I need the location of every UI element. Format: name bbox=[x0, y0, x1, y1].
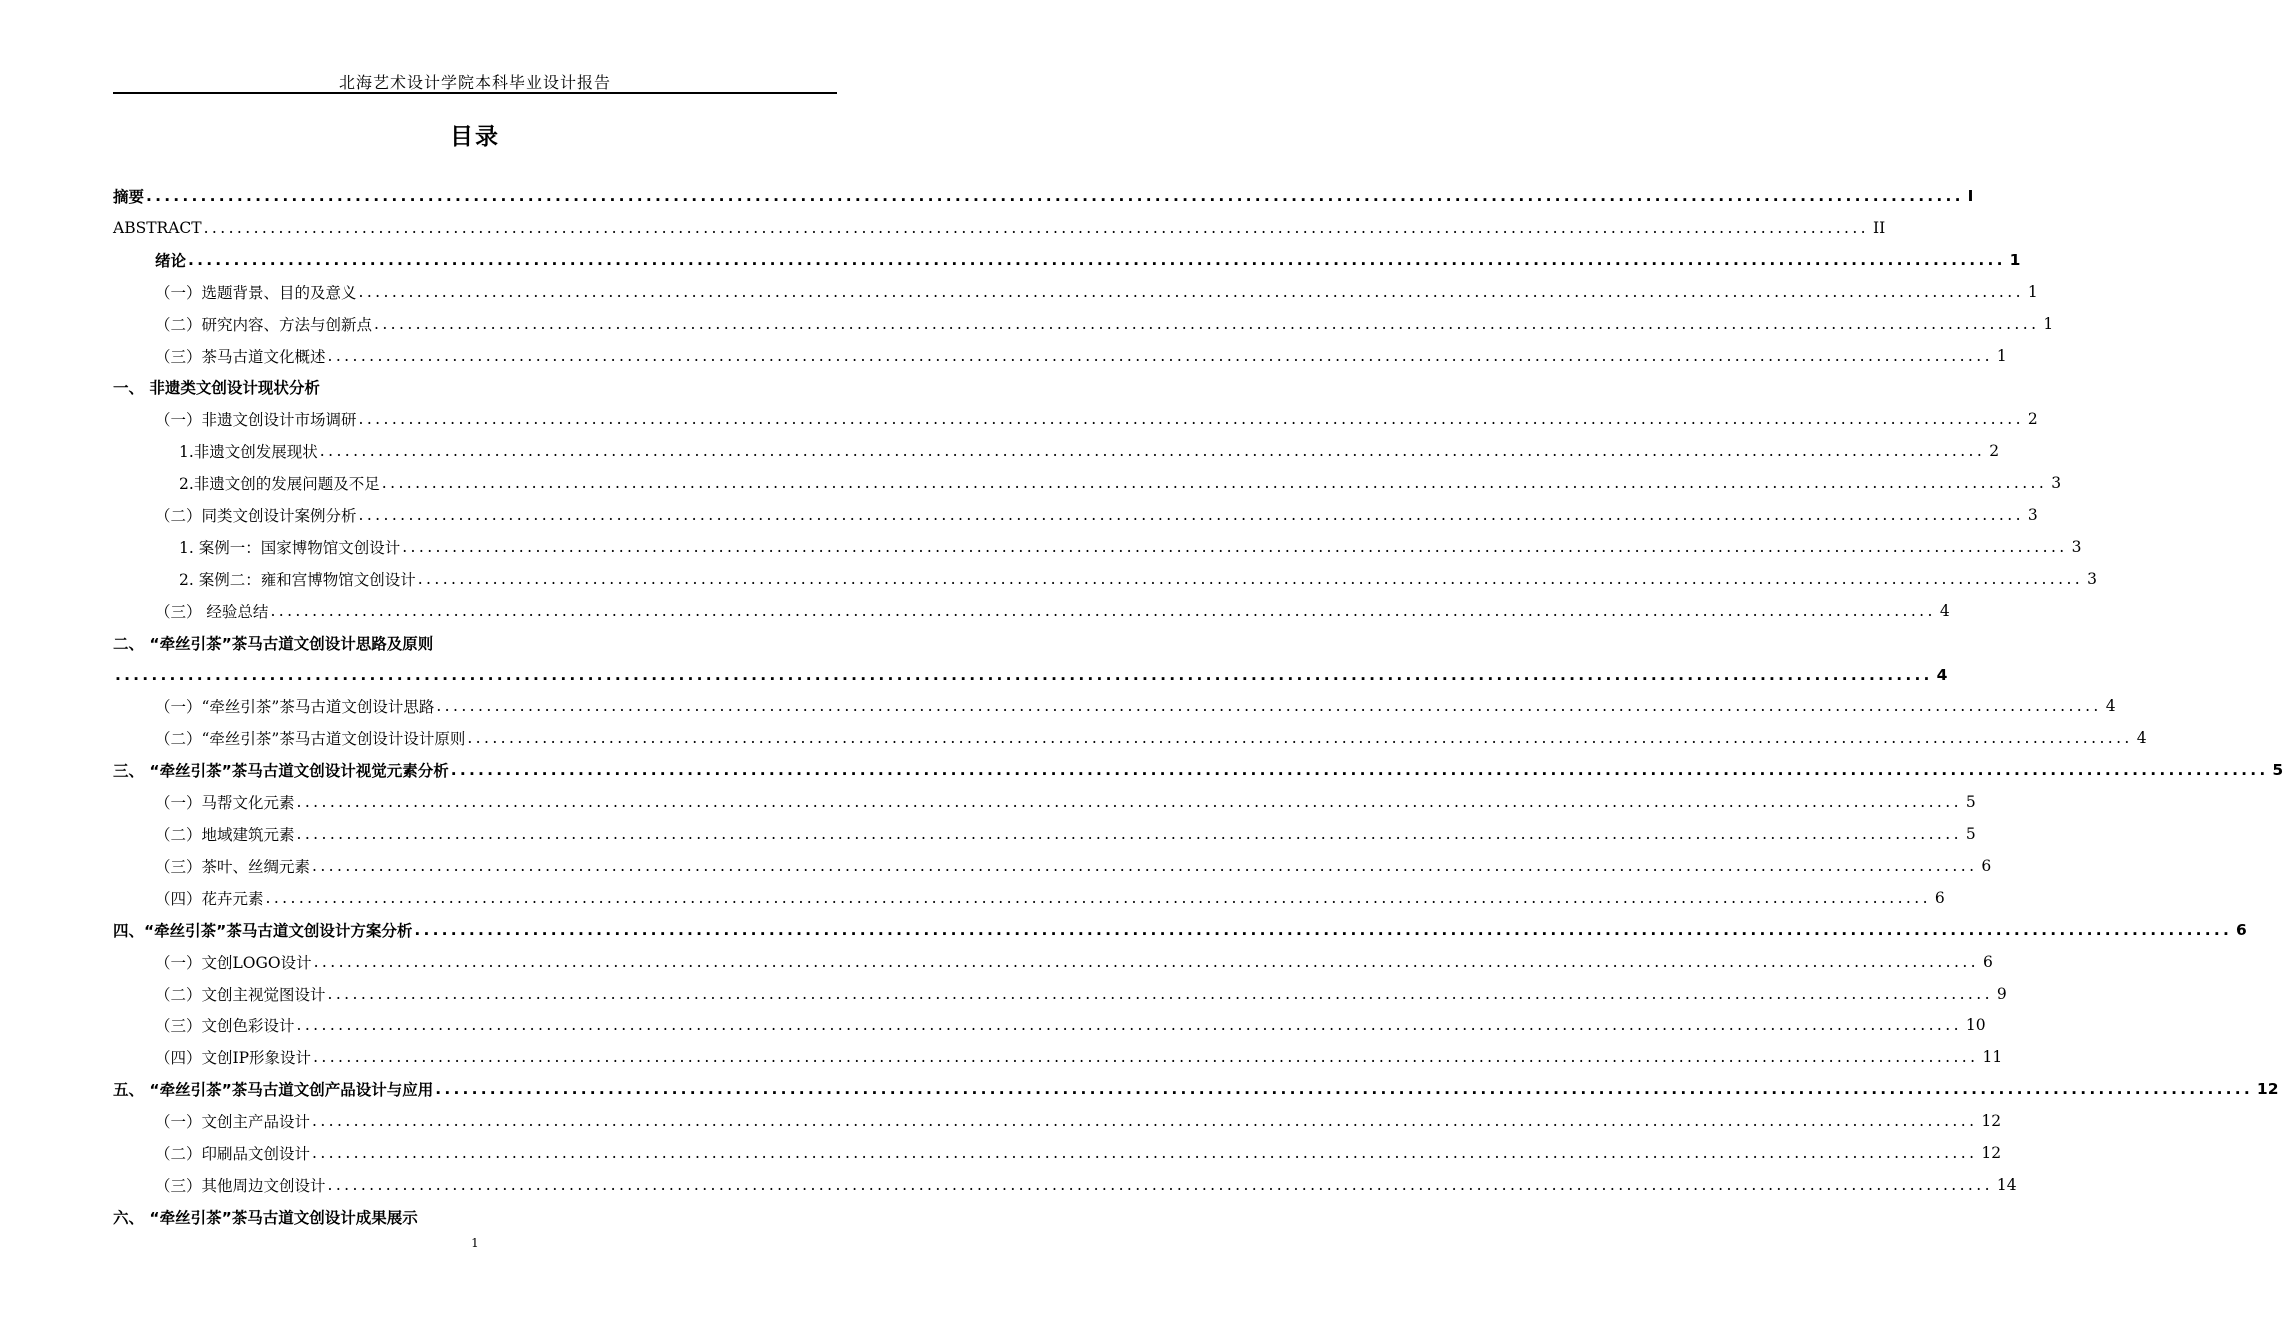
toc-entry-page: 6 bbox=[1934, 889, 1945, 907]
toc-entry[interactable] bbox=[155, 499, 2038, 531]
toc-entry-label: （一）非遗文创设计市场调研 bbox=[155, 411, 357, 429]
toc-dot-leader: ........................................................................................................................................................................................................ bbox=[374, 315, 2040, 333]
page-number: 1 bbox=[471, 1236, 479, 1250]
toc-entry[interactable] bbox=[179, 467, 2062, 499]
toc-entry-label: 1. 案例一：国家博物馆文创设计 bbox=[179, 539, 401, 557]
toc-entry[interactable] bbox=[155, 818, 1976, 850]
toc-entry-page: 6 bbox=[2236, 921, 2247, 939]
toc-entry-label: 2. 案例二：雍和宫博物馆文创设计 bbox=[179, 571, 416, 589]
toc-entry-page: 4 bbox=[1939, 602, 1950, 620]
toc-dot-leader: ........................................................................................................................................................................................................ bbox=[312, 1144, 1978, 1162]
header-rule bbox=[113, 92, 837, 94]
toc-entry[interactable] bbox=[113, 180, 1974, 212]
toc-entry-label: （一）“牵丝引茶”茶马古道文创设计思路 bbox=[155, 698, 435, 716]
toc-entry[interactable] bbox=[155, 340, 2007, 372]
toc-entry[interactable] bbox=[113, 754, 2283, 786]
toc-entry[interactable] bbox=[155, 850, 1992, 882]
toc-entry-page: 1 bbox=[1996, 347, 2007, 365]
toc-entry-label: （二）研究内容、方法与创新点 bbox=[155, 316, 373, 334]
toc-dot-leader: ........................................................................................................................................................................................................ bbox=[417, 570, 2084, 588]
toc-entry[interactable] bbox=[155, 786, 1976, 818]
toc-dot-leader: ........................................................................................................................................................................................................ bbox=[327, 347, 1993, 365]
toc-entry-page: 3 bbox=[2027, 506, 2038, 524]
toc-dot-leader: ........................................................................................................................................................................................................ bbox=[414, 921, 2233, 939]
toc-entry-page: 12 bbox=[1981, 1112, 2002, 1130]
toc-entry[interactable] bbox=[155, 308, 2054, 340]
toc-entry-label: 摘要 bbox=[113, 188, 145, 206]
page-title: 目录 bbox=[450, 124, 500, 150]
toc-entry-page: 11 bbox=[1982, 1048, 2003, 1066]
toc-entry[interactable] bbox=[155, 595, 1950, 627]
toc-entry-label: （三）文创色彩设计 bbox=[155, 1017, 295, 1035]
toc-entry[interactable] bbox=[113, 371, 837, 403]
toc-dot-leader: ........................................................................................................................................................................................................ bbox=[435, 1080, 2253, 1098]
toc-entry[interactable] bbox=[155, 882, 1945, 914]
toc-entry-page: 4 bbox=[2105, 697, 2116, 715]
toc-entry-page: I bbox=[1967, 187, 1974, 205]
toc-entry-page: 6 bbox=[1981, 857, 1992, 875]
toc-entry[interactable] bbox=[155, 403, 2038, 435]
toc-entry[interactable] bbox=[155, 1041, 2003, 1073]
toc-dot-leader: ........................................................................................................................................................................................................ bbox=[358, 410, 2024, 428]
toc-entry-page: 10 bbox=[1965, 1016, 1986, 1034]
toc-dot-leader: ........................................................................................................................................................................................................ bbox=[296, 825, 1962, 843]
toc-dot-leader: ........................................................................................................................................................................................................ bbox=[467, 729, 2133, 747]
toc-entry-label: （一）文创LOGO设计 bbox=[155, 954, 312, 972]
toc-entry-label: （四）花卉元素 bbox=[155, 890, 264, 908]
page-header: 北海艺术设计学院本科毕业设计报告 bbox=[338, 73, 611, 92]
toc-entry[interactable] bbox=[113, 212, 1886, 244]
toc-entry-page: 5 bbox=[2272, 761, 2283, 779]
toc-dot-leader: ........................................................................................................................................................................................................ bbox=[313, 953, 1979, 971]
toc-entry-label: （一）马帮文化元素 bbox=[155, 794, 295, 812]
toc-entry[interactable] bbox=[113, 659, 1948, 691]
toc-entry-page: 3 bbox=[2051, 474, 2062, 492]
toc-entry[interactable] bbox=[113, 1073, 2279, 1105]
toc-entry[interactable] bbox=[155, 978, 2007, 1010]
toc-entry[interactable] bbox=[155, 1169, 2017, 1201]
toc-entry[interactable] bbox=[113, 914, 2247, 946]
toc-entry-page: II bbox=[1873, 219, 1886, 237]
toc-dot-leader: ........................................................................................................................................................................................................ bbox=[203, 219, 1870, 237]
toc-entry-label: （四）文创IP形象设计 bbox=[155, 1049, 312, 1067]
toc-entry[interactable] bbox=[155, 1105, 2002, 1137]
toc-entry-label: 二、 “牵丝引茶”茶马古道文创设计思路及原则 bbox=[113, 635, 434, 653]
toc-entry-label: （一）文创主产品设计 bbox=[155, 1113, 311, 1131]
toc-entry-label: （三）茶叶、丝绸元素 bbox=[155, 858, 311, 876]
toc-entry-page: 2 bbox=[2027, 410, 2038, 428]
toc-dot-leader: ........................................................................................................................................................................................................ bbox=[327, 1176, 1993, 1194]
toc-entry-page: 5 bbox=[1965, 793, 1976, 811]
toc-dot-leader: ........................................................................................................................................................................................................ bbox=[270, 602, 1936, 620]
toc-entry-label: 一、 非遗类文创设计现状分析 bbox=[113, 379, 320, 397]
toc-entry-label: 六、 “牵丝引茶”茶马古道文创设计成果展示 bbox=[113, 1209, 418, 1227]
toc-entry-page: 2 bbox=[1989, 442, 2000, 460]
toc-entry-label: （二）“牵丝引茶”茶马古道文创设计设计原则 bbox=[155, 730, 466, 748]
toc-entry-label: 绪论 bbox=[155, 252, 187, 270]
toc-entry-label: 四、“牵丝引茶”茶马古道文创设计方案分析 bbox=[113, 922, 413, 940]
toc-dot-leader: ........................................................................................................................................................................................................ bbox=[358, 506, 2024, 524]
toc-entry-page: 5 bbox=[1965, 825, 1976, 843]
toc-entry-label: 2.非遗文创的发展问题及不足 bbox=[179, 475, 380, 493]
toc-dot-leader: ........................................................................................................................................................................................................ bbox=[319, 442, 1986, 460]
toc-entry-label: （二）地域建筑元素 bbox=[155, 826, 295, 844]
toc-dot-leader: ........................................................................................................................................................................................................ bbox=[146, 187, 1964, 205]
toc-dot-leader: ........................................................................................................................................................................................................ bbox=[265, 889, 1931, 907]
toc-entry-label: （一）选题背景、目的及意义 bbox=[155, 284, 357, 302]
toc-entry[interactable] bbox=[179, 563, 2097, 595]
toc-dot-leader: ........................................................................................................................................................................................................ bbox=[381, 474, 2048, 492]
toc-dot-leader: ........................................................................................................................................................................................................ bbox=[296, 793, 1962, 811]
toc-entry-page: 3 bbox=[2087, 570, 2097, 588]
toc-entry[interactable] bbox=[155, 276, 2038, 308]
toc-entry-label: 三、 “牵丝引茶”茶马古道文创设计视觉元素分析 bbox=[113, 762, 449, 780]
toc-entry-page: 4 bbox=[1936, 666, 1948, 684]
toc-dot-leader: ........................................................................................................................................................................................................ bbox=[327, 985, 1993, 1003]
toc-entry[interactable] bbox=[155, 1009, 1986, 1041]
toc-entry-page: 9 bbox=[1996, 985, 2007, 1003]
toc-entry-label: ABSTRACT bbox=[113, 219, 202, 237]
toc-entry-label: （二）印刷品文创设计 bbox=[155, 1145, 311, 1163]
toc-entry-page: 12 bbox=[1981, 1144, 2002, 1162]
toc-entry-label: （二）文创主视觉图设计 bbox=[155, 986, 326, 1004]
toc-entry[interactable] bbox=[113, 627, 837, 659]
toc-entry[interactable] bbox=[155, 946, 1993, 978]
toc-entry[interactable] bbox=[155, 690, 2116, 722]
toc-entry[interactable] bbox=[155, 1137, 2002, 1169]
toc-dot-leader: ........................................................................................................................................................................................................ bbox=[188, 251, 2006, 269]
toc-entry-page: 3 bbox=[2071, 538, 2082, 556]
toc-dot-leader: ........................................................................................................................................................................................................ bbox=[312, 857, 1978, 875]
toc-dot-leader: ........................................................................................................................................................................................................ bbox=[312, 1112, 1978, 1130]
toc-entry-label: 五、 “牵丝引茶”茶马古道文创产品设计与应用 bbox=[113, 1081, 434, 1099]
toc-dot-leader: ........................................................................................................................................................................................................ bbox=[115, 666, 1933, 684]
toc-entry[interactable] bbox=[113, 1201, 837, 1233]
toc-entry-page: 4 bbox=[2136, 729, 2147, 747]
toc-entry[interactable] bbox=[155, 244, 2021, 276]
toc-entry-label: （三） 经验总结 bbox=[155, 603, 269, 621]
toc-entry-page: 1 bbox=[2027, 283, 2038, 301]
toc-dot-leader: ........................................................................................................................................................................................................ bbox=[402, 538, 2068, 556]
toc-entry[interactable] bbox=[155, 722, 2147, 754]
toc-dot-leader: ........................................................................................................................................................................................................ bbox=[296, 1016, 1962, 1034]
toc-dot-leader: ........................................................................................................................................................................................................ bbox=[450, 761, 2269, 779]
toc-entry[interactable] bbox=[179, 435, 2000, 467]
toc-entry-label: （三）其他周边文创设计 bbox=[155, 1177, 326, 1195]
toc-entry-page: 12 bbox=[2256, 1080, 2279, 1098]
toc-entry-label: （二）同类文创设计案例分析 bbox=[155, 507, 357, 525]
toc-entry-page: 1 bbox=[2009, 251, 2021, 269]
toc-entry-page: 6 bbox=[1983, 953, 1993, 971]
toc-dot-leader: ........................................................................................................................................................................................................ bbox=[436, 697, 2102, 715]
toc-entry-label: 1.非遗文创发展现状 bbox=[179, 443, 318, 461]
toc-entry-page: 14 bbox=[1996, 1176, 2017, 1194]
toc-entry-label: （三）茶马古道文化概述 bbox=[155, 348, 326, 366]
toc-dot-leader: ........................................................................................................................................................................................................ bbox=[313, 1048, 1979, 1066]
toc-dot-leader: ........................................................................................................................................................................................................ bbox=[358, 283, 2024, 301]
toc-entry[interactable] bbox=[179, 531, 2082, 563]
toc-entry-page: 1 bbox=[2043, 315, 2054, 333]
